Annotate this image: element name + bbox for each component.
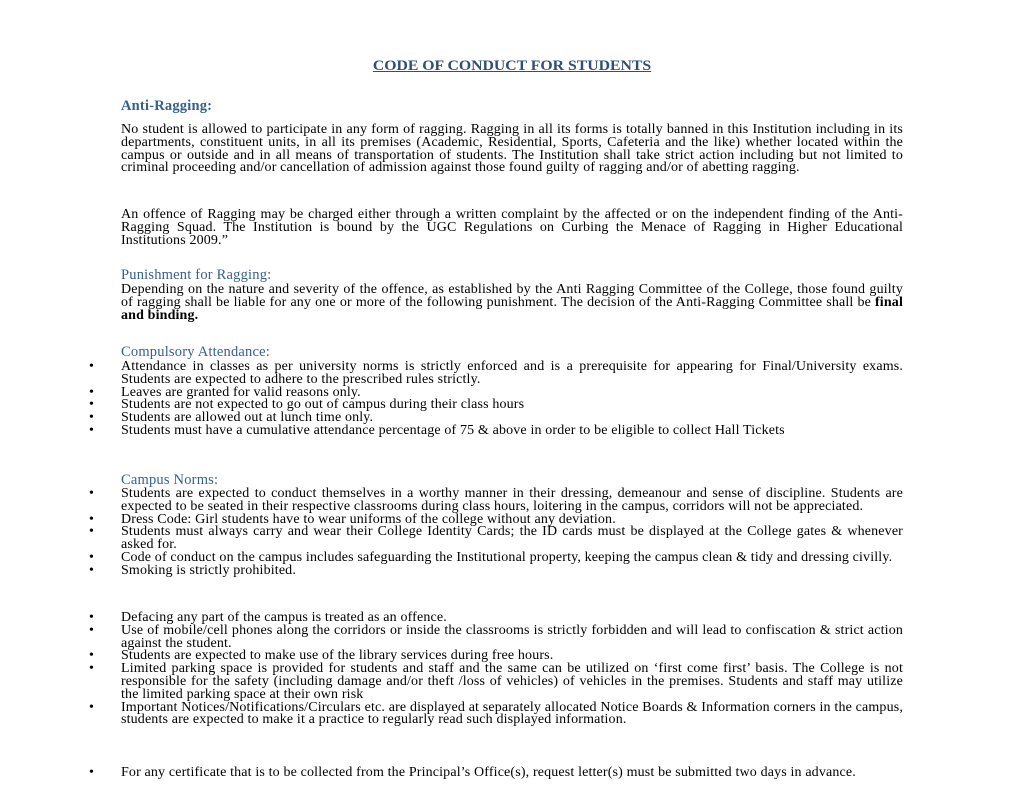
list-item-text: Students are expected to make use of the library services during free hours. (121, 648, 554, 664)
list-item (0, 663, 903, 701)
list-item-text: Students must always carry and wear their College Identity Cards; the ID cards must be displayed at the College gates & whenever asked for. (121, 524, 903, 553)
list-item (0, 488, 903, 514)
list-item (0, 526, 903, 552)
list-item-text: Attendance in classes as per university norms is strictly enforced and is a prerequisite for appearing for Final/University exams. Students are expected to adhere to the prescribed rules strictly. (121, 359, 903, 387)
bullet-icon: • (89, 486, 95, 501)
list-item (0, 699, 903, 728)
bullet-icon: • (89, 397, 95, 413)
list-item-text: Limited parking space is provided for students and staff and the same can be utilized on ‘first come first’ basis. The College is not responsible for the safety (including damage and/or theft /loss of vehicles) of vehicles in the premises. Students and staff may utilize the limited parking space at their own risk (121, 661, 903, 702)
campus-norms-list-2 (0, 612, 1024, 727)
heading-campus-norms: Campus Norms: (121, 472, 219, 488)
list-item-text: Important Notices/Notifications/Circulars etc. are displayed at separately allocated Notice Boards & Information corners in the campus, students are expected to make it a practice to regularly read such displayed information. (121, 699, 903, 728)
bullet-icon: • (89, 622, 95, 638)
bullet-icon: • (89, 410, 95, 426)
list-item (0, 622, 903, 651)
list-item-text: For any certificate that is to be collected from the Principal’s Office(s), request letter(s) must be submitted two days in advance. (121, 765, 856, 780)
punishment-bold-text: final and binding. (121, 294, 903, 323)
list-item (0, 422, 903, 438)
list-item (0, 361, 903, 387)
list-item-text: Code of conduct on the campus includes safeguarding the Institutional property, keeping the campus clean & tidy and dressing civilly. (121, 549, 893, 565)
list-item-text: Use of mobile/cell phones along the corridors or inside the classrooms is strictly forbidden and will lead to confiscation & strict action against the student. (121, 622, 903, 651)
list-item (0, 764, 903, 781)
attendance-list (0, 361, 1024, 438)
paragraph-anti-ragging-2: An offence of Ragging may be charged either through a written complaint by the affected or on the independent finding of the Anti-Ragging Squad. The Institution is bound by the UGC Regulations on Curbing the Menace of Ragging in Higher Educational Institutions 2009.” (121, 207, 903, 248)
bullet-icon: • (89, 511, 95, 527)
list-item-text: Students are allowed out at lunch time only. (121, 410, 374, 426)
bullet-icon: • (89, 524, 95, 540)
bullet-icon: • (89, 661, 95, 677)
list-item-text: Students are not expected to go out of campus during their class hours (121, 397, 525, 413)
bullet-icon: • (89, 384, 95, 400)
bullet-icon: • (89, 699, 95, 715)
bullet-icon: • (89, 359, 95, 374)
list-item-text: Dress Code: Girl students have to wear uniforms of the college without any deviation. (121, 511, 616, 527)
paragraph-punishment (121, 284, 903, 322)
list-item-text: Defacing any part of the campus is treated as an offence. (121, 610, 447, 625)
bullet-icon: • (89, 422, 95, 438)
bullet-icon: • (89, 562, 95, 578)
bullet-icon: • (89, 549, 95, 565)
paragraph-anti-ragging-1: No student is allowed to participate in any form of ragging. Ragging in all its forms is totally banned in this Institution including in its departments, constituent units, in all its premises (Academic, Residential, Sports, Cafeteria and the like) whether located within the campus or outside and in all means of transportation of students. The Institution shall take strict action including but not limited to criminal proceeding and/or cancellation of admission against those found guilty of ragging and/or of abetting ragging. (121, 122, 903, 176)
list-item-text: Students must have a cumulative attendance percentage of 75 & above in order to be eligible to collect Hall Tickets (121, 422, 785, 438)
list-item-text: Smoking is strictly prohibited. (121, 562, 296, 578)
campus-norms-list-1 (0, 488, 1024, 578)
list-item-text: Leaves are granted for valid reasons only. (121, 384, 361, 400)
heading-anti-ragging: Anti-Ragging: (121, 98, 213, 114)
bullet-icon: • (89, 610, 95, 625)
list-item (0, 562, 903, 578)
list-item-text: Students are expected to conduct themselves in a worthy manner in their dressing, demeanour and sense of discipline. Students are expected to be seated in their respective classrooms during class hours, loitering in the campus, corridors will not be appreciated. (121, 486, 903, 514)
punishment-text: Depending on the nature and severity of the offence, as established by the Anti Ragging Committee of the College, those found guilty of ragging shall be liable for any one or more of the following punishment. The decision of the Anti-Ragging Committee shall be (121, 282, 903, 310)
campus-norms-list-3 (0, 764, 1024, 781)
bullet-icon: • (89, 648, 95, 664)
bullet-icon: • (89, 765, 95, 780)
heading-attendance: Compulsory Attendance: (121, 344, 270, 360)
document-title: CODE OF CONDUCT FOR STUDENTS (372, 58, 652, 74)
heading-punishment: Punishment for Ragging: (121, 267, 272, 283)
